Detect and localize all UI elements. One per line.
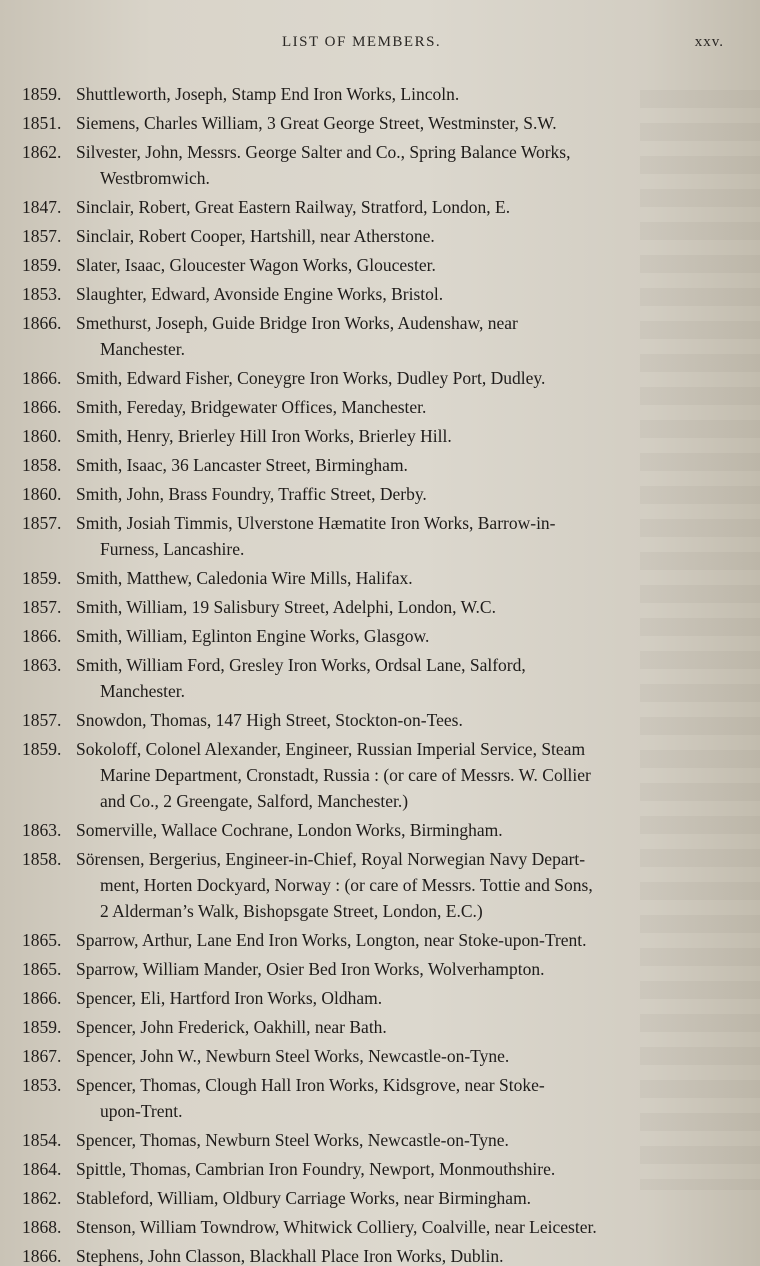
entry-text: Spencer, John W., Newburn Steel Works, Newcastle-on-Tyne.: [76, 1046, 510, 1066]
member-entry: [22, 365, 734, 391]
member-entry: [22, 81, 734, 107]
entry-text: Smith, William, 19 Salisbury Street, Adelphi, London, W.C.: [76, 597, 496, 617]
member-entry: [22, 423, 734, 449]
entry-text: Smethurst, Joseph, Guide Bridge Iron Works, Audenshaw, near: [76, 313, 518, 333]
page-header: [0, 34, 760, 58]
member-entry: [22, 194, 734, 220]
member-entry: [22, 985, 734, 1011]
entry-year: 1860.: [22, 426, 62, 446]
member-entry: [22, 310, 734, 362]
entry-year: 1859.: [22, 84, 62, 104]
member-entry: [22, 139, 734, 191]
entry-year: 1866.: [22, 313, 62, 333]
member-entry: [22, 452, 734, 478]
entry-year: 1847.: [22, 197, 62, 217]
member-entry: [22, 652, 734, 704]
entry-text: Smith, William, Eglinton Engine Works, Glasgow.: [76, 626, 430, 646]
entry-text: Snowdon, Thomas, 147 High Street, Stockton-on-Tees.: [76, 710, 463, 730]
entry-continuation: Westbromwich.: [100, 168, 210, 188]
entry-text: Sparrow, Arthur, Lane End Iron Works, Longton, near Stoke-upon-Trent.: [76, 930, 587, 950]
entry-text: Stephens, John Classon, Blackhall Place Iron Works, Dublin.: [76, 1246, 504, 1266]
entry-text: Sinclair, Robert, Great Eastern Railway, Stratford, London, E.: [76, 197, 511, 217]
entry-text: Spencer, Thomas, Clough Hall Iron Works, Kidsgrove, near Stoke-: [76, 1075, 545, 1095]
entry-year: 1862.: [22, 142, 62, 162]
entry-continuation: Manchester.: [100, 339, 186, 359]
member-entry: [22, 565, 734, 591]
entry-year: 1866.: [22, 988, 62, 1008]
entry-continuation: Manchester.: [100, 681, 186, 701]
member-entry: [22, 846, 734, 924]
entry-year: 1857.: [22, 513, 62, 533]
entry-continuation: upon-Trent.: [100, 1101, 183, 1121]
entry-text: Siemens, Charles William, 3 Great George Street, Westminster, S.W.: [76, 113, 557, 133]
entry-year: 1857.: [22, 226, 62, 246]
entry-year: 1858.: [22, 455, 62, 475]
entry-continuation: 2 Alderman’s Walk, Bishopsgate Street, London, E.C.): [100, 901, 483, 921]
entry-continuation: and Co., 2 Greengate, Salford, Manchester.): [100, 791, 409, 811]
member-entry: [22, 1214, 734, 1240]
entry-text: Smith, Henry, Brierley Hill Iron Works, Brierley Hill.: [76, 426, 452, 446]
member-entry: [22, 1156, 734, 1182]
entry-text: Sokoloff, Colonel Alexander, Engineer, Russian Imperial Service, Steam: [76, 739, 586, 759]
member-entry: [22, 481, 734, 507]
entry-text: Stenson, William Towndrow, Whitwick Colliery, Coalville, near Leicester.: [76, 1217, 597, 1237]
entry-year: 1857.: [22, 597, 62, 617]
member-entry: [22, 110, 734, 136]
entry-continuation: Furness, Lancashire.: [100, 539, 245, 559]
entry-year: 1858.: [22, 849, 62, 869]
entry-text: Sparrow, William Mander, Osier Bed Iron Works, Wolverhampton.: [76, 959, 545, 979]
entry-text: Spittle, Thomas, Cambrian Iron Foundry, Newport, Monmouthshire.: [76, 1159, 556, 1179]
member-entry: [22, 1243, 734, 1266]
entry-text: Sinclair, Robert Cooper, Hartshill, near Atherstone.: [76, 226, 435, 246]
entry-year: 1859.: [22, 255, 62, 275]
member-entry: [22, 281, 734, 307]
entry-year: 1853.: [22, 284, 62, 304]
entry-text: Slater, Isaac, Gloucester Wagon Works, Gloucester.: [76, 255, 436, 275]
entry-text: Smith, Fereday, Bridgewater Offices, Manchester.: [76, 397, 427, 417]
entry-text: Silvester, John, Messrs. George Salter and Co., Spring Balance Works,: [76, 142, 571, 162]
entry-year: 1865.: [22, 930, 62, 950]
entry-year: 1868.: [22, 1217, 62, 1237]
entry-text: Spencer, Eli, Hartford Iron Works, Oldham.: [76, 988, 383, 1008]
entry-text: Smith, Isaac, 36 Lancaster Street, Birmingham.: [76, 455, 408, 475]
entry-text: Smith, Edward Fisher, Coneygre Iron Works, Dudley Port, Dudley.: [76, 368, 546, 388]
entry-text: Spencer, John Frederick, Oakhill, near Bath.: [76, 1017, 387, 1037]
entry-text: Smith, Josiah Timmis, Ulverstone Hæmatite Iron Works, Barrow-in-: [76, 513, 556, 533]
entry-text: Smith, William Ford, Gresley Iron Works, Ordsal Lane, Salford,: [76, 655, 526, 675]
entry-year: 1863.: [22, 820, 62, 840]
entry-text: Smith, Matthew, Caledonia Wire Mills, Halifax.: [76, 568, 413, 588]
page-title: LIST OF MEMBERS.: [282, 34, 442, 50]
entry-year: 1863.: [22, 655, 62, 675]
entry-year: 1860.: [22, 484, 62, 504]
entry-year: 1859.: [22, 1017, 62, 1037]
member-entry: [22, 736, 734, 814]
member-entry: [22, 252, 734, 278]
member-entry: [22, 594, 734, 620]
entry-year: 1851.: [22, 113, 62, 133]
member-list: [22, 81, 734, 1266]
entry-text: Stableford, William, Oldbury Carriage Works, near Birmingham.: [76, 1188, 532, 1208]
member-entry: [22, 1043, 734, 1069]
entry-year: 1862.: [22, 1188, 62, 1208]
entry-year: 1859.: [22, 568, 62, 588]
entry-year: 1865.: [22, 959, 62, 979]
entry-year: 1866.: [22, 1246, 62, 1266]
entry-year: 1854.: [22, 1130, 62, 1150]
entry-year: 1866.: [22, 368, 62, 388]
entry-text: Slaughter, Edward, Avonside Engine Works, Bristol.: [76, 284, 444, 304]
entry-year: 1853.: [22, 1075, 62, 1095]
entry-year: 1857.: [22, 710, 62, 730]
entry-text: Somerville, Wallace Cochrane, London Works, Birmingham.: [76, 820, 503, 840]
member-entry: [22, 510, 734, 562]
member-entry: [22, 1072, 734, 1124]
entry-year: 1866.: [22, 397, 62, 417]
entry-continuation: ment, Horten Dockyard, Norway : (or care of Messrs. Tottie and Sons,: [100, 875, 593, 895]
member-entry: [22, 1014, 734, 1040]
member-entry: [22, 1127, 734, 1153]
entry-text: Smith, John, Brass Foundry, Traffic Street, Derby.: [76, 484, 427, 504]
member-entry: [22, 927, 734, 953]
page-number: xxv.: [694, 34, 724, 50]
member-entry: [22, 223, 734, 249]
member-entry: [22, 394, 734, 420]
entry-text: Shuttleworth, Joseph, Stamp End Iron Works, Lincoln.: [76, 84, 460, 104]
entry-text: Sörensen, Bergerius, Engineer-in-Chief, Royal Norwegian Navy Depart-: [76, 849, 586, 869]
entry-text: Spencer, Thomas, Newburn Steel Works, Newcastle-on-Tyne.: [76, 1130, 509, 1150]
entry-year: 1866.: [22, 626, 62, 646]
entry-year: 1859.: [22, 739, 62, 759]
member-entry: [22, 1185, 734, 1211]
member-entry: [22, 707, 734, 733]
member-entry: [22, 623, 734, 649]
member-entry: [22, 817, 734, 843]
entry-year: 1864.: [22, 1159, 62, 1179]
member-entry: [22, 956, 734, 982]
entry-continuation: Marine Department, Cronstadt, Russia : (or care of Messrs. W. Collier: [100, 765, 591, 785]
entry-year: 1867.: [22, 1046, 62, 1066]
